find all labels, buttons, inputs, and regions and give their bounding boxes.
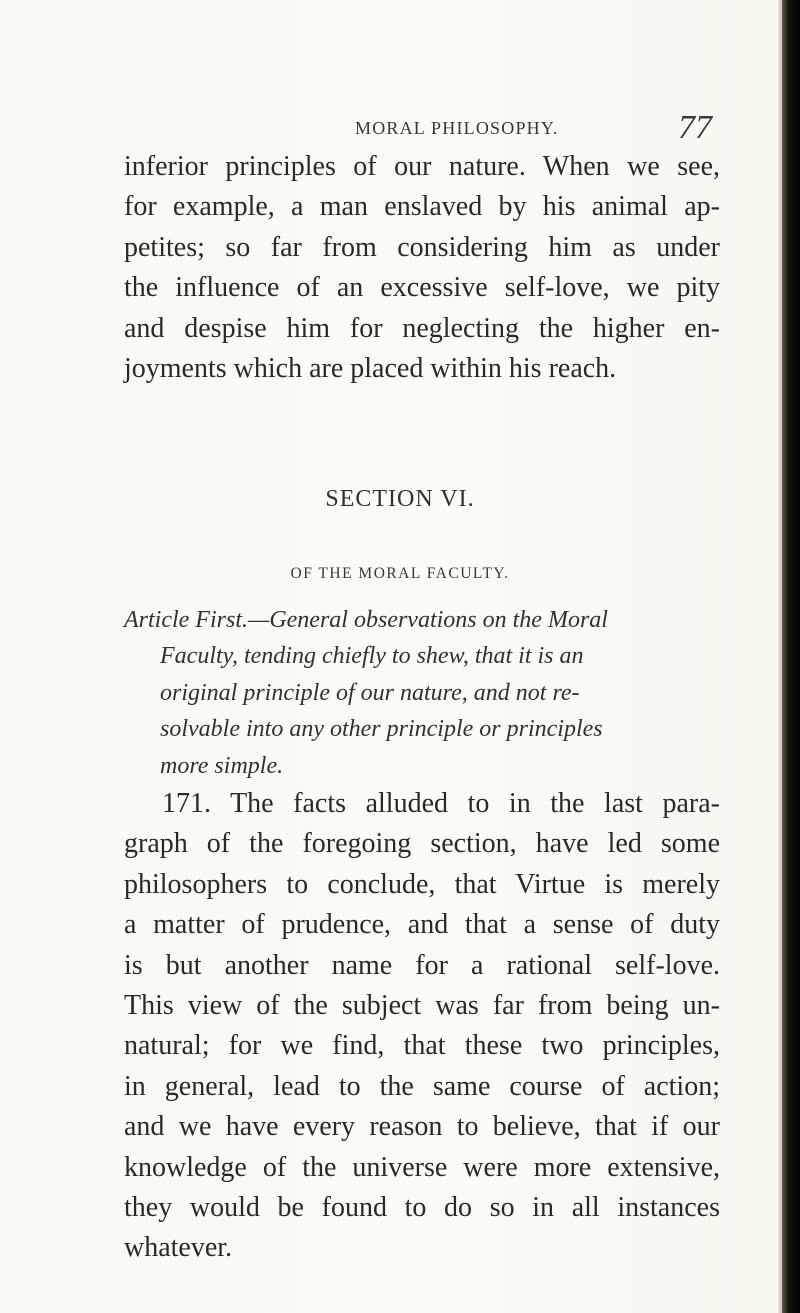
article-line: Article First.—General observations on the Moral	[124, 607, 608, 633]
text-line: for example, a man enslaved by his animal ap-	[124, 191, 720, 223]
text-line: 171. The facts alluded to in the last para-	[162, 788, 720, 819]
running-head-title: MORAL PHILOSOPHY.	[355, 118, 559, 138]
book-edge	[782, 0, 800, 1313]
text-line: knowledge of the universe were more extensive,	[124, 1151, 720, 1183]
article-line: solvable into any other principle or principles	[160, 716, 603, 743]
text-line: philosophers to conclude, that Virtue is merely	[124, 868, 720, 900]
text-line: a matter of prudence, and that a sense of duty	[124, 909, 720, 941]
paragraph-continuation	[124, 147, 720, 389]
article-line: more simple.	[160, 752, 284, 779]
section-subtitle: OF THE MORAL FACULTY.	[290, 565, 510, 582]
page-number: 77	[678, 109, 712, 146]
article-line: Faculty, tending chiefly to shew, that it is an	[160, 643, 584, 670]
text-line: whatever.	[124, 1232, 233, 1264]
text-line: inferior principles of our nature. When we see,	[124, 151, 720, 182]
text-line: is but another name for a rational self-love.	[124, 949, 720, 981]
section-title: SECTION VI.	[325, 486, 475, 512]
text-line: graph of the foregoing section, have led some	[124, 828, 720, 860]
text-line: and we have every reason to believe, that if our	[124, 1111, 720, 1143]
running-head	[0, 109, 800, 146]
article-heading	[124, 602, 720, 784]
article-line: original principle of our nature, and not re-	[160, 679, 580, 706]
text-line: joyments which are placed within his reach.	[124, 353, 617, 385]
text-line: petites; so far from considering him as under	[124, 231, 720, 263]
text-line: the influence of an excessive self-love, we pity	[124, 272, 720, 304]
text-line: in general, lead to the same course of action;	[124, 1070, 720, 1102]
text-line: they would be found to do so in all instances	[124, 1192, 720, 1224]
text-line: and despise him for neglecting the higher en-	[124, 312, 720, 344]
text-line: natural; for we find, that these two principles,	[124, 1030, 720, 1062]
text-line: This view of the subject was far from being un-	[124, 990, 720, 1022]
paragraph-171	[124, 784, 720, 1269]
